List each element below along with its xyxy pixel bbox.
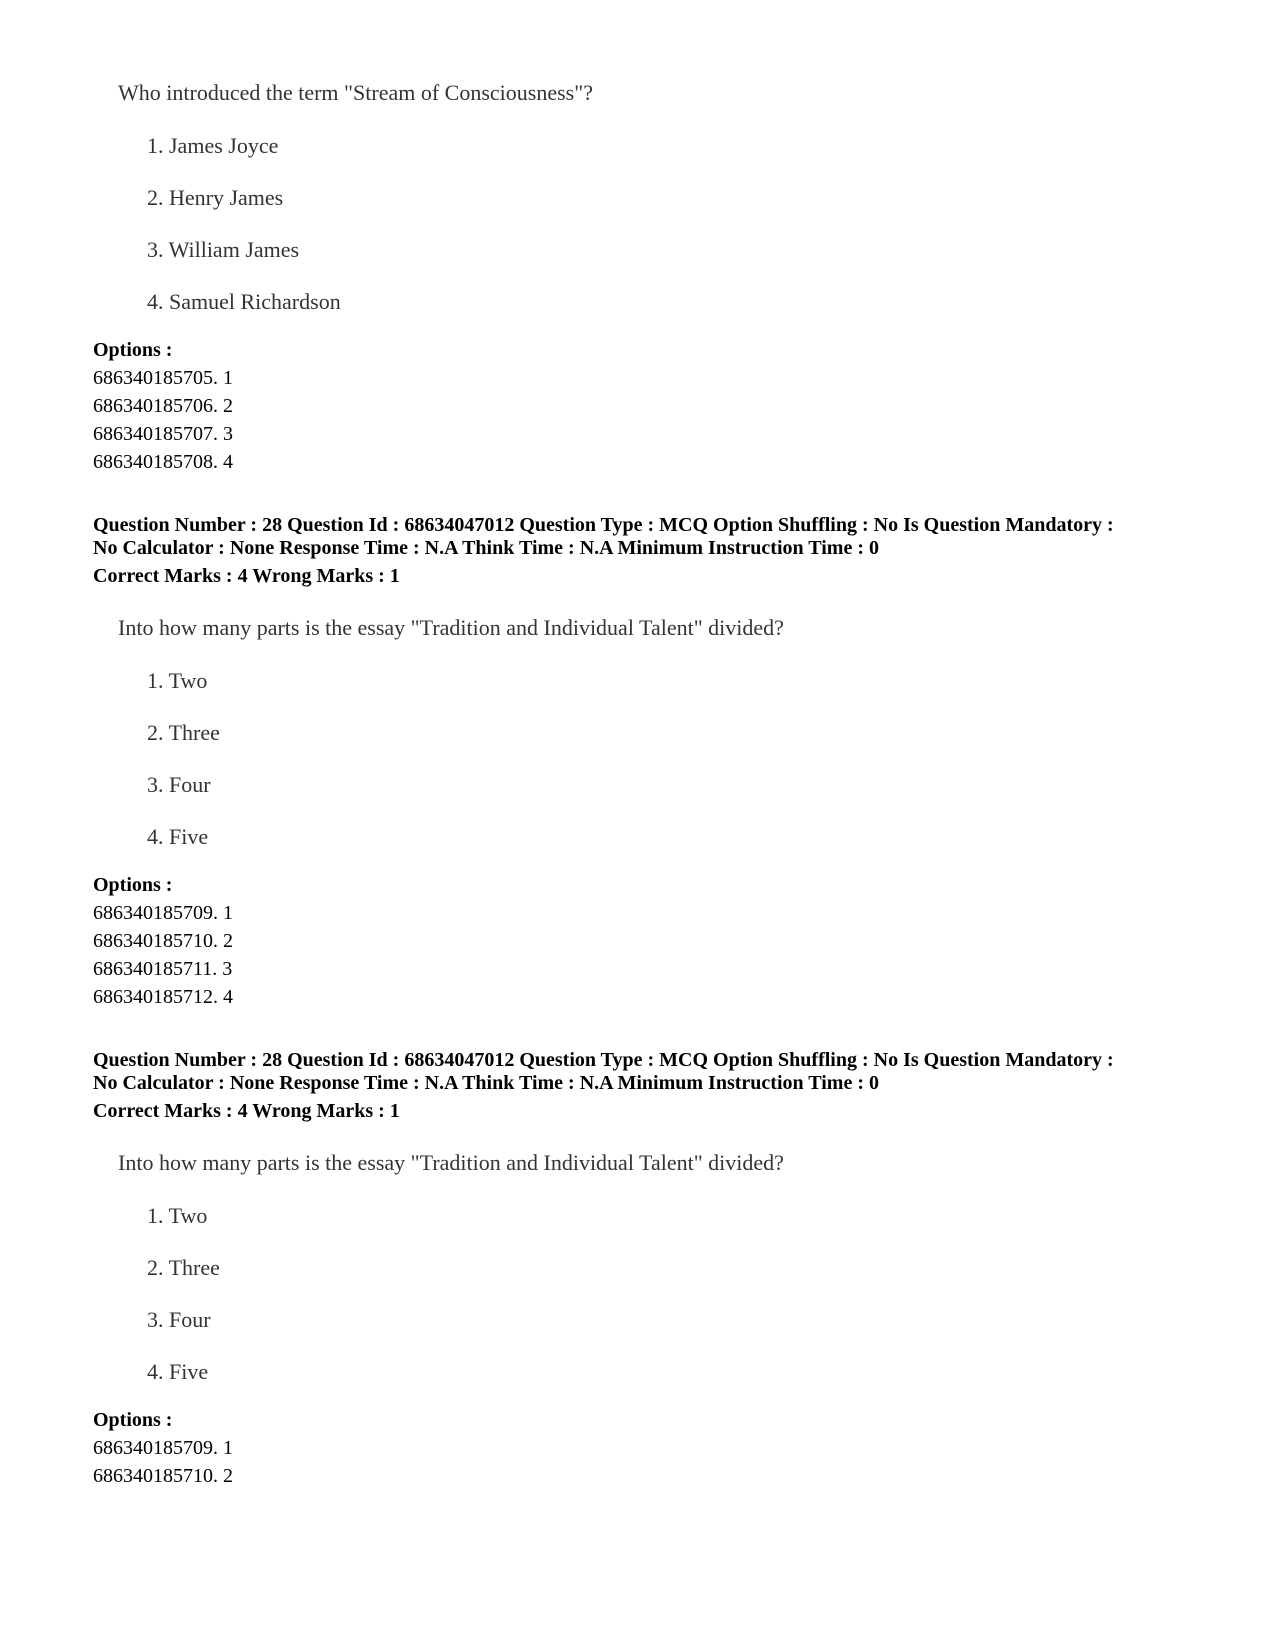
option-id: 686340185711. 3	[93, 958, 233, 980]
question-text: Into how many parts is the essay "Tradition and Individual Talent" divided?	[118, 615, 784, 640]
option-id: 686340185710. 2	[93, 930, 233, 952]
marks-line: Correct Marks : 4 Wrong Marks : 1	[93, 1100, 400, 1122]
question-choice: 1. James Joyce	[147, 133, 279, 158]
options-label: Options :	[93, 1409, 173, 1431]
option-id: 686340185706. 2	[93, 395, 233, 417]
question-choice: 2. Three	[147, 720, 220, 745]
option-id: 686340185708. 4	[93, 451, 233, 473]
question-choice: 4. Five	[147, 1359, 209, 1384]
option-id: 686340185707. 3	[93, 423, 233, 445]
question-choice: 4. Five	[147, 824, 209, 849]
question-choice: 3. Four	[147, 772, 211, 797]
question-choice: 3. William James	[147, 237, 300, 262]
question-choice: 1. Two	[147, 1203, 208, 1228]
question-meta-line: Question Number : 28 Question Id : 68634047012 Question Type : MCQ Option Shuffling : No Is Question Mandatory :	[93, 514, 1114, 536]
question-choice: 1. Two	[147, 668, 208, 693]
question-meta-line: Question Number : 28 Question Id : 68634047012 Question Type : MCQ Option Shuffling : No Is Question Mandatory :	[93, 1049, 1114, 1071]
options-label: Options :	[93, 874, 173, 896]
question-choice: 3. Four	[147, 1307, 211, 1332]
option-id: 686340185710. 2	[93, 1465, 233, 1487]
question-text: Who introduced the term "Stream of Consciousness"?	[118, 80, 593, 105]
question-meta-line: No Calculator : None Response Time : N.A Think Time : N.A Minimum Instruction Time : 0	[93, 537, 879, 559]
question-meta-line: No Calculator : None Response Time : N.A Think Time : N.A Minimum Instruction Time : 0	[93, 1072, 879, 1094]
question-text: Into how many parts is the essay "Tradition and Individual Talent" divided?	[118, 1150, 784, 1175]
question-meta	[93, 514, 1203, 560]
marks-line: Correct Marks : 4 Wrong Marks : 1	[93, 565, 400, 587]
question-choice: 2. Henry James	[147, 185, 284, 210]
question-meta	[93, 1049, 1203, 1095]
option-id: 686340185712. 4	[93, 986, 233, 1008]
question-choice: 2. Three	[147, 1255, 220, 1280]
options-label: Options :	[93, 339, 173, 361]
question-choice: 4. Samuel Richardson	[147, 289, 341, 314]
option-id: 686340185709. 1	[93, 902, 233, 924]
option-id: 686340185705. 1	[93, 367, 233, 389]
option-id: 686340185709. 1	[93, 1437, 233, 1459]
